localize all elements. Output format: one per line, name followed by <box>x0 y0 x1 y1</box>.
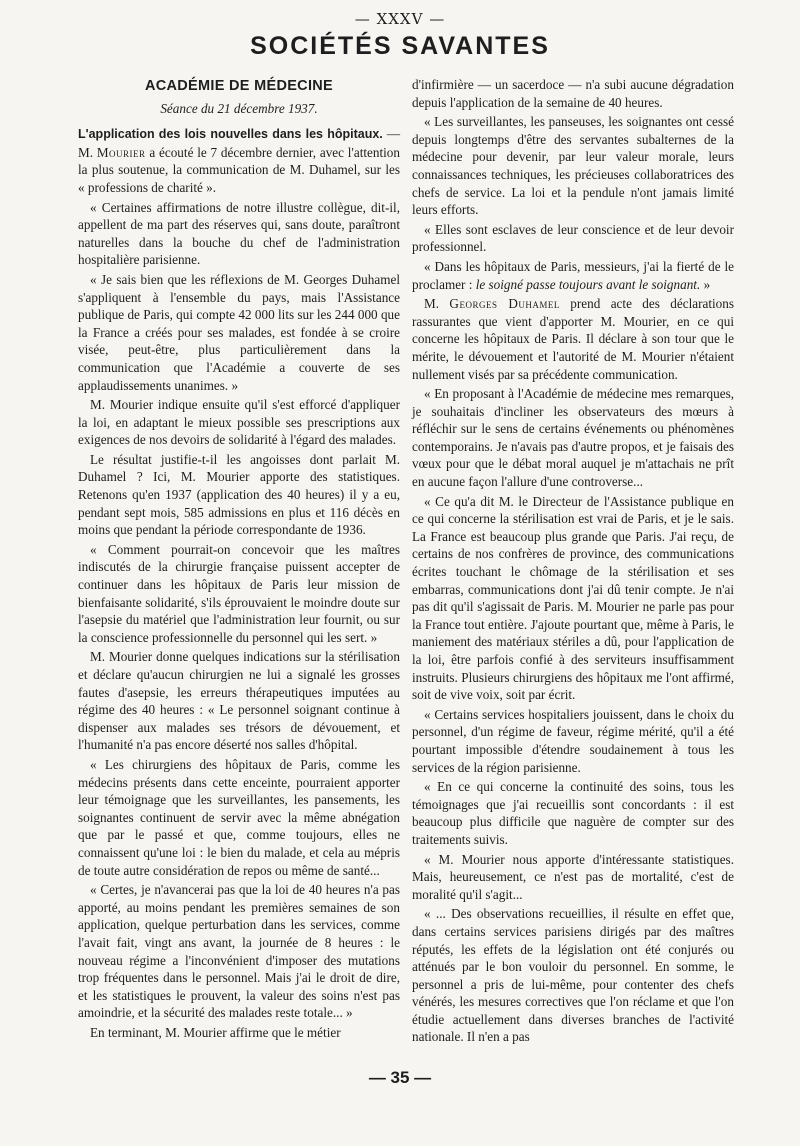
paragraph: « Les chirurgiens des hôpitaux de Paris, comme les médecins présents dans cette enceinte, pourraient apporter leur témoignage que les surveillantes, les pansements, les soignantes continuent de servir avec la même abnégation que par le passé et que, comme toujours, elles ne connaissent qu'une loi : le bien du malade, et cela au mépris de toute autre considération de repos ou même de santé... <box>78 756 400 878</box>
paragraph <box>78 125 400 196</box>
paragraph: « Comment pourrait-on concevoir que les maîtres indiscutés de la chirurgie française puissent accepter de continuer dans les hôpitaux de Paris leur mission de bienfaisante solidarité, s'ils éprouvaient le moindre doute sur l'asepsie du matériel que l'administration leur fournit, ou sur la conscience professionnelle du personnel qui les sert. » <box>78 541 400 645</box>
left-column <box>78 76 400 1043</box>
paragraph: Le résultat justifie-t-il les angoisses dont parlait M. Duhamel ? Ici, M. Mourier apporte des statistiques. Retenons qu'en 1937 (application des 40 heures) il y a eu, pendant sept mois, 585 admissions en plus et 116 décès en moins que pendant la période correspondante de 1936. <box>78 451 400 538</box>
paragraph: d'infirmière — un sacerdoce — n'a subi aucune dégradation depuis l'application de la semaine de 40 heures. <box>412 77 734 110</box>
paragraph: M. Mourier indique ensuite qu'il s'est efforcé d'appliquer la loi, en adaptant le mieux possible ses prescriptions aux exigences de nos devoirs de solidarité à l'égard des malades. <box>78 397 400 448</box>
paragraph: « Les surveillantes, les panseuses, les soignantes ont cessé depuis longtemps d'être des servantes subalternes de la médecine pour devenir, par leur valeur morale, leurs connaissances techniques, les précieuses collaboratrices des chefs de service. La loi et la pendule n'ont jamais limité leurs efforts. <box>412 114 734 218</box>
emphasized-quote: le soigné passe toujours avant le soignant. <box>475 276 701 292</box>
paragraph: « ... Des observations recueillies, il résulte en effet que, dans certains services parisiens dirigés par des maîtres réputés, les effets de la législation ont été conjurés ou atténués par le bon vouloir du personnel. En somme, le personnel a pris de lui-même, pour contenter des chefs vénérés, les mesures correctives que l'on réclame et que l'on étudie actuellement dans diverses branches de l'activité nationale. Il n'en a pas <box>412 906 734 1045</box>
paragraph: En terminant, M. Mourier affirme que le métier <box>90 1024 341 1040</box>
paragraph: « Ce qu'a dit M. le Directeur de l'Assistance publique en ce qui concerne la stérilisation est vrai de Paris, et je le sais. La France est beaucoup plus grande que Paris. J'ai reçu, de certains de nos confrères de province, des communications écrites touchant le chômage de la stérilisation et ses embarras, communications dont j'ai dû tenir compte. Je n'ai pas dit qu'il s'agissait de Paris. M. Mourier ne parle pas pour la France tout entière. J'ajoute pourtant que, même à Paris, le maniement des matériaux stériles a dû, pour l'application de la loi, être parfois confié à des serviteurs insuffisamment instruits. Plusieurs chirurgiens des hôpitaux me l'ont affirmé, soit de vive voix, soit par écrit. <box>412 493 734 703</box>
speaker-name: Georges Duhamel <box>449 296 560 312</box>
session-date: Séance du 21 décembre 1937. <box>160 100 318 116</box>
right-column <box>412 76 734 1048</box>
page-number: — 35 — <box>368 1068 432 1087</box>
paragraph-text: « Dans les hôpitaux de Paris, messieurs, j'ai la fierté de le proclamer : <box>412 258 734 292</box>
paragraph <box>412 258 734 293</box>
paragraph: « En proposant à l'Académie de médecine mes remarques, je souhaitais d'incliner les observateurs des mœurs à réfléchir sur le sens de certains événements ou phénomènes contemporains. Je n'avais pas d'autre propos, et je faisais des vœux pour que le débat moral auquel je m'attachais ne prît en aucune façon l'allure d'une controverse... <box>412 386 734 490</box>
speaker-name: Mourier <box>96 144 146 160</box>
paragraph: « M. Mourier nous apporte d'intéressante statistiques. Mais, heureusement, ce n'est pas de mortalité, c'est de moralité qu'il s'agit... <box>412 851 734 902</box>
paragraph-text: M. <box>424 296 450 312</box>
paragraph: « Elles sont esclaves de leur conscience et de leur devoir professionnel. <box>412 221 734 255</box>
paragraph: « Je sais bien que les réflexions de M. Georges Duhamel s'appliquent à l'ensemble du pays, mais l'Assistance publique de Paris, qui compte 42 000 lits sur les 244 000 que la France a créés pour ses malades, est fondée à se croire visée, peut-être, plus particulièrement dans la communication que l'Académie a couverte de ses applaudissements unanimes. » <box>78 271 400 393</box>
paragraph-text: prend acte des déclarations rassurantes que vient d'apporter M. Mourier, en ce qui concerne les hôpitaux de Paris. Il déclare à son tour que le mérite, le dévouement et l'autorité de M. Mourier n'étaient nullement visés par sa précédente communication. <box>412 296 734 382</box>
paragraph <box>412 295 734 383</box>
section-title: ACADÉMIE DE MÉDECINE <box>144 78 334 94</box>
paragraph-text: » <box>700 276 711 292</box>
paragraph-text: a écouté le 7 décembre dernier, avec l'attention la plus soutenue, la communication de M. Duhamel, sur les « professions de charité ». <box>78 144 400 195</box>
paragraph-text: — M. <box>78 126 400 160</box>
paragraph: « Certains services hospitaliers jouissent, dans le choix du personnel, d'un régime de faveur, régime mérité, qu'il a été pourtant impossible d'étendre soudainement à tous les services de la région parisienne. <box>412 706 734 775</box>
roman-page-marker: — XXXV — <box>354 10 446 28</box>
paragraph: M. Mourier donne quelques indications sur la stérilisation et déclare qu'aucun chirurgien ne lui a signalé les grosses fautes d'asepsie, les erreurs thérapeutiques imputées au régime des 40 heures : « Le personnel soignant continue à dispenser aux malades ses trésors de dévouement, et l'humanité n'a pas encore déserté nos salles d'hôpital. <box>78 649 400 753</box>
paragraph: « Certes, je n'avancerai pas que la loi de 40 heures n'a pas apporté, au moins pendant les premières semaines de son application, quelque perturbation dans les services, comme l'avait fait, vingt ans avant, la journée de 8 heures : le nouveau régime a l'inconvénient d'imposer des mutations trop fréquentes dans le personnel. Mais j'ai le droit de dire, et les statistiques le prouvent, la valeur des soins n'est pas amoindrie, et la sécurité des malades reste totale... » <box>78 882 400 1021</box>
paragraph: « En ce qui concerne la continuité des soins, tous les témoignages que j'ai recueillis sont concordants : il est beaucoup plus difficile que naguère de compter sur des traitements suivis. <box>412 779 734 847</box>
paragraph: « Certaines affirmations de notre illustre collègue, dit-il, appellent de ma part des réserves qui, sans doute, paraîtront naturelles dans la bouche du chef de l'administration hospitalière parisienne. <box>78 199 400 268</box>
article-lead: L'application des lois nouvelles dans les hôpitaux. <box>78 127 383 142</box>
page-title: SOCIÉTÉS SAVANTES <box>250 32 550 60</box>
